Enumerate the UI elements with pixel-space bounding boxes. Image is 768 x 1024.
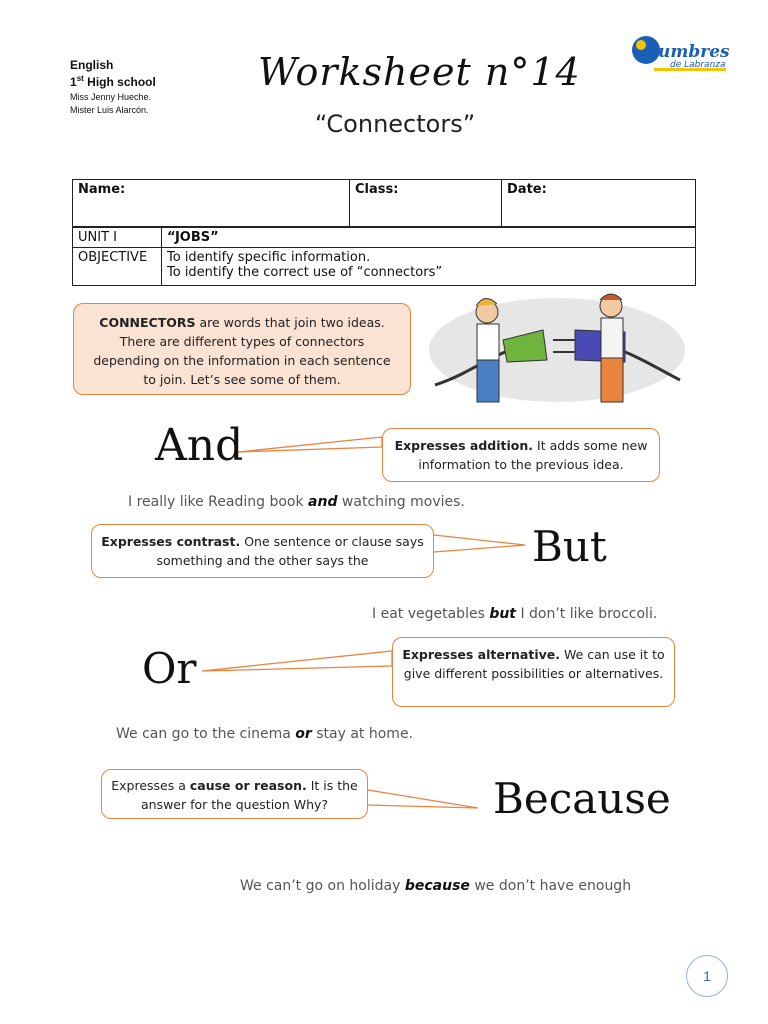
teacher-1: Miss Jenny Hueche. (70, 92, 152, 102)
but-heading: But (532, 522, 607, 571)
date-field[interactable]: Date: (502, 180, 696, 227)
intro-box: CONNECTORS are words that join two ideas. There are different types of connectors depending on the information in each sentence to join. Let’s see some of them. (73, 303, 411, 395)
class-field[interactable]: Class: (350, 180, 502, 227)
unit-value: “JOBS” (162, 228, 696, 248)
subject: English (70, 58, 114, 72)
because-heading: Because (493, 774, 671, 823)
because-explanation: Expresses a cause or reason. It is the answer for the question Why? (101, 769, 368, 819)
worksheet-subtitle: “Connectors” (314, 110, 476, 138)
or-heading: Or (142, 644, 197, 693)
logo-subtext: de Labranza (670, 60, 726, 70)
worksheet-title: Worksheet n°14 (258, 50, 581, 94)
objective-label: OBJECTIVE (73, 248, 162, 286)
but-example: I eat vegetables but I don’t like broccoli. (372, 606, 658, 622)
teacher-2: Mister Luis Alarcón. (70, 105, 149, 115)
page-number: 1 (686, 955, 728, 997)
objective-text: To identify specific information. To identify the correct use of “connectors” (162, 248, 696, 286)
or-explanation: Expresses alternative. We can use it to give different possibilities or alternatives. (392, 637, 675, 707)
and-heading: And (155, 420, 244, 471)
name-field[interactable]: Name: (73, 180, 350, 227)
grade: 1st High school (70, 74, 156, 89)
because-example: We can’t go on holiday because we don’t have enough (240, 878, 632, 894)
and-explanation: Expresses addition. It adds some new information to the previous idea. (382, 428, 660, 482)
or-example: We can go to the cinema or stay at home. (116, 726, 414, 742)
but-explanation: Expresses contrast. One sentence or clause says something and the other says the (91, 524, 434, 578)
and-example: I really like Reading book and watching movies. (128, 494, 465, 510)
logo-text: umbres (658, 42, 730, 62)
unit-label: UNIT I (73, 228, 162, 248)
